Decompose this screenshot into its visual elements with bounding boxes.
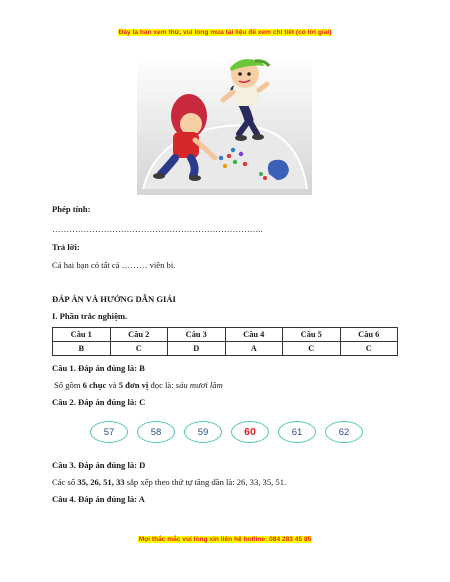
table-header-cell: Câu 6 xyxy=(340,328,398,342)
number-oval: 59 xyxy=(184,421,222,443)
number-oval: 62 xyxy=(325,421,363,443)
number-oval-highlighted: 60 xyxy=(231,421,269,443)
q3-explanation xyxy=(52,477,286,488)
q1-bold-tens: 6 chục xyxy=(82,380,107,390)
table-answer-cell: C xyxy=(110,342,168,356)
table-answer-cell: A xyxy=(225,342,283,356)
answer-label: Trả lời: xyxy=(52,242,80,252)
table-header-cell: Câu 5 xyxy=(283,328,341,342)
table-header-cell: Câu 3 xyxy=(168,328,226,342)
q1-text: Số gồm xyxy=(54,380,83,390)
calculation-blank: ……………………………………………………………….. xyxy=(52,224,263,234)
table-answer-cell: D xyxy=(168,342,226,356)
hotline-notice-text: Mọi thắc mắc vui lòng xin liên hệ hotline: 084 283 45 85 xyxy=(138,536,312,543)
table-header-cell: Câu 2 xyxy=(110,328,168,342)
q1-bold-units: 5 đơn vị xyxy=(118,380,149,390)
number-oval: 61 xyxy=(278,421,316,443)
table-header-cell: Câu 1 xyxy=(53,328,111,342)
q3-text: sắp xếp theo thứ tự tăng dần là: 26, 33, 35, 51. xyxy=(124,477,287,487)
number-oval: 57 xyxy=(90,421,128,443)
table-answer-cell: B xyxy=(53,342,111,356)
q3-title: Câu 3. Đáp án đúng là: D xyxy=(52,460,146,470)
solution-heading: ĐÁP ÁN VÀ HƯỚNG DẪN GIẢI xyxy=(52,294,176,304)
table-answer-cell: C xyxy=(340,342,398,356)
preview-notice-text: Đây là bản xem thử, vui lòng mua tài liệu để xem chi tiết (có lời giải) xyxy=(118,29,332,36)
q1-italic-reading: sáu mươi lăm xyxy=(175,380,223,390)
q1-text: và xyxy=(106,380,119,390)
table-header-cell: Câu 4 xyxy=(225,328,283,342)
preview-notice xyxy=(0,29,450,36)
q4-title: Câu 4. Đáp án đúng là: A xyxy=(52,494,145,504)
answer-sentence: Cả hai bạn có tất cả ……… viên bi. xyxy=(52,260,176,270)
hotline-notice xyxy=(0,536,450,543)
answer-table xyxy=(52,327,398,356)
q1-explanation xyxy=(54,380,223,391)
number-sequence xyxy=(90,421,365,445)
answer-table-row xyxy=(53,342,398,356)
q1-title: Câu 1. Đáp án đúng là: B xyxy=(52,363,145,373)
q1-text: đọc là: xyxy=(148,380,176,390)
number-oval: 58 xyxy=(137,421,175,443)
q2-title: Câu 2. Đáp án đúng là: C xyxy=(52,397,146,407)
q3-bold-numbers: 35, 26, 51, 33 xyxy=(77,477,125,487)
calculation-label: Phép tính: xyxy=(52,204,91,214)
answer-table-header-row xyxy=(53,328,398,342)
q3-text: Các số xyxy=(52,477,78,487)
section-multiple-choice: I. Phần trắc nghiệm. xyxy=(52,311,128,321)
children-playing-marbles-illustration xyxy=(137,54,312,195)
table-answer-cell: C xyxy=(283,342,341,356)
